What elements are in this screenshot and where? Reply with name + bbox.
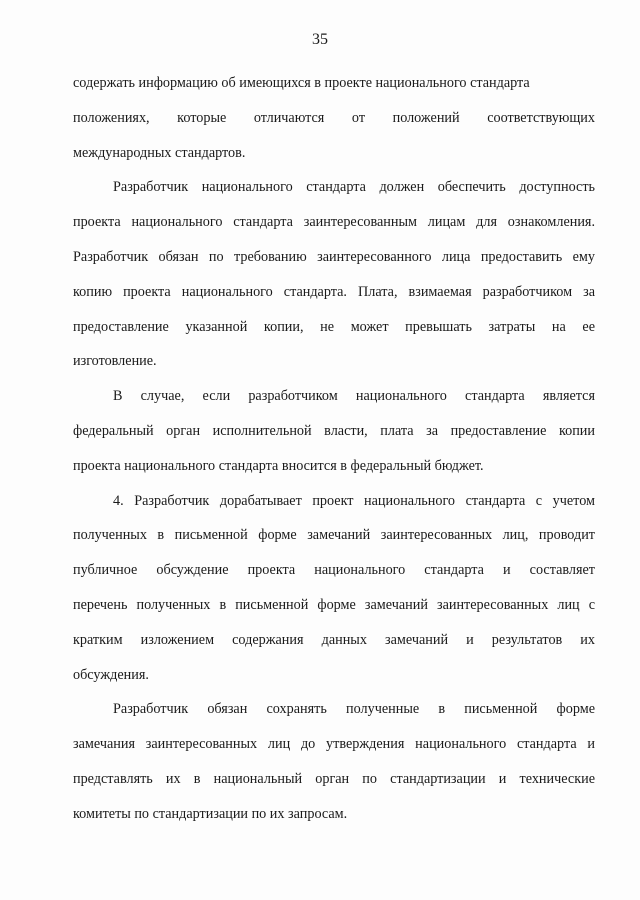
text-line: изготовление.	[73, 353, 157, 370]
text-line: представлять их в национальный орган по стандартизации и технические	[73, 770, 595, 787]
text-line: предоставление указанной копии, не может превышать затраты на ее	[73, 318, 595, 335]
text-line: кратким изложением содержания данных замечаний и результатов их	[73, 631, 595, 648]
text-line: Разработчик обязан сохранять полученные в письменной форме	[113, 701, 595, 718]
text-line: федеральный орган исполнительной власти, плата за предоставление копии	[73, 422, 595, 439]
page-number: 35	[312, 31, 328, 48]
text-line: полученных в письменной форме замечаний заинтересованных лиц, проводит	[73, 527, 595, 544]
text-line: замечания заинтересованных лиц до утверждения национального стандарта и	[73, 736, 595, 753]
text-line: В случае, если разработчиком национального стандарта является	[113, 388, 595, 405]
text-line: проекта национального стандарта заинтересованным лицам для ознакомления.	[73, 214, 595, 231]
text-line: положениях, которые отличаются от положений соответствующих	[73, 109, 595, 126]
text-line: проекта национального стандарта вносится в федеральный бюджет.	[73, 457, 484, 474]
text-line: международных стандартов.	[73, 144, 246, 161]
document-body	[73, 66, 595, 832]
text-line: содержать информацию об имеющихся в проекте национального стандарта	[73, 75, 530, 91]
text-line: копию проекта национального стандарта. Плата, взимаемая разработчиком за	[73, 283, 595, 300]
text-line: 4. Разработчик дорабатывает проект национального стандарта с учетом	[113, 492, 595, 509]
text-line: публичное обсуждение проекта национального стандарта и составляет	[73, 562, 595, 579]
text-line: Разработчик национального стандарта должен обеспечить доступность	[113, 179, 595, 196]
text-line: комитеты по стандартизации по их запросам.	[73, 805, 348, 822]
text-line: обсуждения.	[73, 666, 149, 683]
text-line: перечень полученных в письменной форме замечаний заинтересованных лиц с	[73, 596, 595, 613]
text-line: Разработчик обязан по требованию заинтересованного лица предоставить ему	[73, 248, 595, 265]
